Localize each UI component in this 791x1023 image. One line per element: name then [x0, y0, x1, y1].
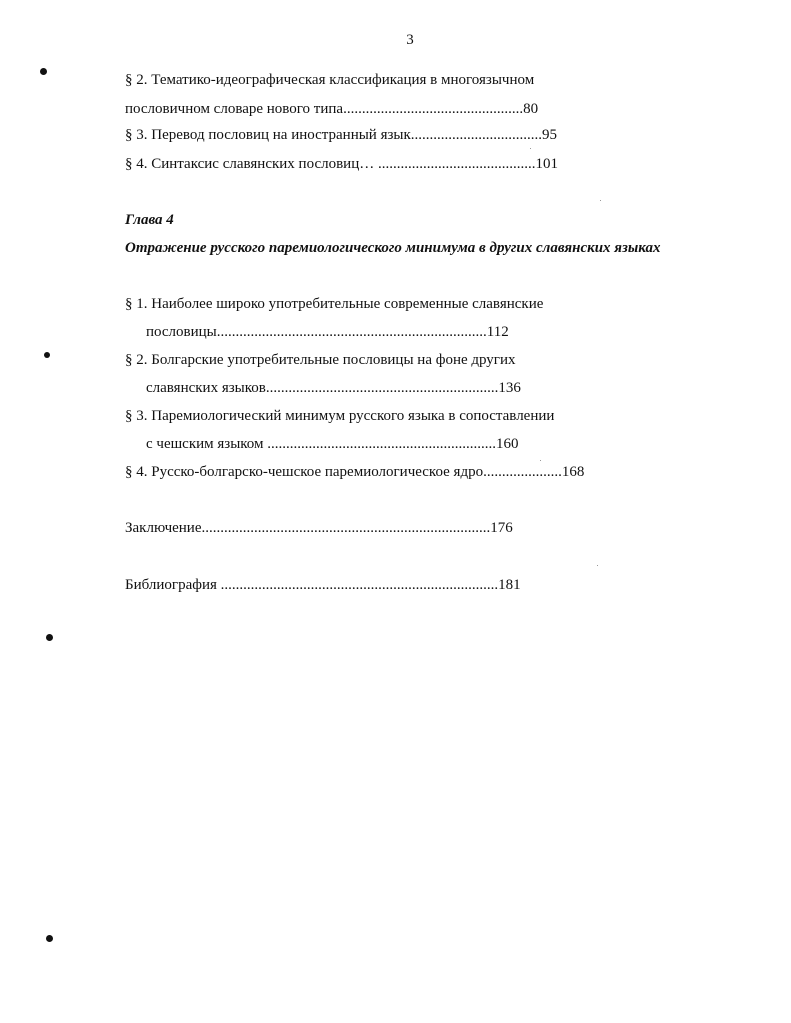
toc-entry-text: Библиография	[125, 577, 221, 593]
toc-leader-dots: ........................................................................	[216, 324, 487, 340]
toc-b-entry-3-line1: § 3. Паремиологический минимум русского языка в сопоставлении	[125, 408, 555, 424]
punch-hole-mark	[40, 68, 47, 75]
toc-entry-text: § 4. Синтаксис славянских пословиц…	[125, 156, 375, 172]
toc-b-entry-1-line2	[146, 323, 509, 341]
page-number: 3	[406, 32, 414, 48]
toc-leader-dots: ..........................................	[374, 156, 536, 172]
scan-speck	[530, 148, 531, 149]
toc-entry-text: Заключение	[125, 520, 202, 536]
toc-b-entry-4	[125, 463, 584, 481]
toc-page-ref: 101	[535, 156, 558, 172]
punch-hole-mark	[46, 634, 53, 641]
toc-page-ref: 80	[523, 101, 539, 117]
toc-page-ref: 168	[561, 464, 585, 480]
toc-page-ref: 95	[542, 127, 558, 143]
punch-hole-mark	[46, 935, 53, 942]
toc-entry-text: § 4. Русско-болгарско-чешское паремиологическое ядро	[125, 464, 484, 480]
toc-b-entry-3-line2	[146, 435, 519, 453]
toc-entry-text: пословичном словаре нового типа	[125, 101, 344, 117]
scan-speck	[600, 200, 601, 201]
toc-entry-text: с чешским языком	[146, 436, 268, 452]
toc-leader-dots: ..........................................................................	[220, 577, 499, 593]
toc-leader-dots: .............................................................	[267, 436, 497, 452]
toc-page-ref: 160	[496, 436, 519, 452]
scan-speck	[597, 565, 598, 566]
toc-entry-text: § 3. Перевод пословиц на иностранный язык	[125, 127, 411, 143]
toc-conclusion	[125, 519, 513, 537]
toc-entry-4	[125, 155, 558, 173]
chapter-label: Глава 4	[125, 212, 174, 228]
toc-entry-3	[125, 126, 557, 144]
toc-entry-2-line1: § 2. Тематико-идеографическая классификация в многоязычном	[125, 72, 535, 88]
toc-bibliography	[125, 576, 521, 594]
toc-page-ref: 136	[498, 380, 521, 396]
toc-leader-dots: .............................................................................	[201, 520, 491, 536]
toc-leader-dots: ...................................	[410, 127, 543, 143]
toc-leader-dots: ................................................	[343, 101, 524, 117]
toc-b-entry-2-line2	[146, 379, 521, 397]
toc-leader-dots: .....................	[483, 464, 562, 480]
scan-speck	[540, 460, 541, 461]
punch-hole-mark	[44, 352, 50, 358]
toc-entry-text: славянских языков	[146, 380, 266, 396]
toc-page-ref: 176	[490, 520, 513, 536]
toc-b-entry-1-line1: § 1. Наиболее широко употребительные современные славянские	[125, 296, 544, 312]
toc-b-entry-2-line1: § 2. Болгарские употребительные пословицы на фоне других	[125, 352, 516, 368]
toc-page-ref: 181	[498, 577, 521, 593]
toc-entry-2-line2	[125, 100, 538, 118]
toc-page-ref: 112	[486, 324, 509, 340]
toc-leader-dots: ..............................................................	[265, 380, 499, 396]
chapter-title: Отражение русского паремиологического минимума в других славянских языках	[125, 240, 661, 256]
toc-entry-text: пословицы	[146, 324, 217, 340]
